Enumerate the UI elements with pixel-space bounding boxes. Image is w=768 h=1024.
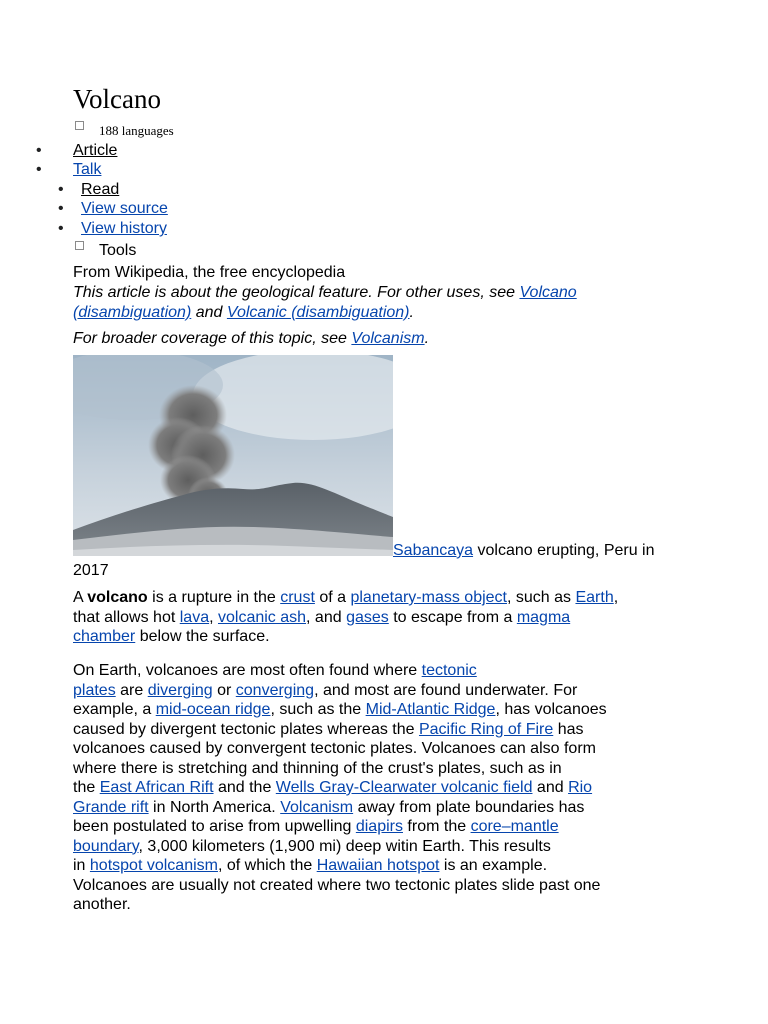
bullet: •: [58, 200, 64, 217]
text: , such as the: [270, 701, 366, 718]
text: , of which the: [217, 857, 317, 874]
text: or: [212, 681, 236, 699]
tab-view-history[interactable]: View history: [81, 220, 167, 237]
text: volcanoes caused by convergent tectonic plates. Volcanoes can also form: [73, 740, 596, 757]
text: to escape from a: [388, 608, 517, 626]
link-rio-grande-rift[interactable]: Grande rift: [73, 798, 149, 816]
link-volcanic-ash[interactable]: volcanic ash: [217, 608, 307, 626]
link-core-mantle-boundary[interactable]: core–mantle: [470, 818, 559, 835]
link-magma-chamber[interactable]: chamber: [73, 628, 136, 645]
text: and the: [213, 779, 276, 796]
link-sabancaya[interactable]: Sabancaya: [393, 542, 474, 559]
text: below the surface.: [135, 628, 270, 645]
link-planetary-mass-object[interactable]: planetary-mass object: [350, 589, 507, 606]
text: are: [115, 681, 148, 699]
hatnote-disambiguation: [73, 283, 693, 322]
link-tectonic-plates[interactable]: tectonic: [421, 662, 477, 679]
text: the: [73, 779, 100, 796]
languages-label[interactable]: 188 languages: [99, 123, 174, 138]
text: been postulated to arise from upwelling: [73, 818, 356, 835]
volcano-image[interactable]: [73, 355, 393, 556]
text: where there is stretching and thinning of the crust's plates, such as in: [73, 759, 562, 777]
link-volcano-disambiguation[interactable]: Volcano (disambiguation): [73, 284, 577, 321]
link-tectonic-plates[interactable]: plates: [73, 681, 116, 699]
link-hawaiian-hotspot[interactable]: Hawaiian hotspot: [316, 857, 440, 874]
language-checkbox[interactable]: [75, 121, 84, 130]
link-rio-grande-rift[interactable]: Rio: [568, 779, 593, 796]
text: caused by divergent tectonic plates whereas the: [73, 720, 419, 738]
bold-term: volcano: [87, 589, 148, 606]
tab-talk[interactable]: Talk: [73, 161, 102, 178]
bullet: •: [36, 161, 42, 178]
hatnote-broader: [73, 329, 693, 349]
text: away from plate boundaries has: [353, 798, 585, 816]
text: ,: [613, 589, 619, 606]
text: On Earth, volcanoes are most often found where: [73, 662, 422, 679]
hatnote-text: .: [409, 303, 414, 321]
text: Volcanoes are usually not created where two tectonic plates slide past one: [73, 876, 601, 894]
hatnote-text: and: [195, 303, 223, 321]
text: , 3,000 kilometers (1,900 mi) deep witin Earth. This results: [138, 837, 551, 855]
bullet: •: [58, 181, 64, 198]
tab-read[interactable]: Read: [81, 181, 120, 198]
hatnote-text: This article is about the geological feature. For other uses, see: [73, 284, 516, 301]
text: is an example.: [439, 857, 548, 874]
link-gases[interactable]: gases: [346, 608, 389, 626]
page-title: Volcano: [73, 84, 161, 114]
link-hotspot-volcanism[interactable]: hotspot volcanism: [89, 857, 218, 874]
link-core-mantle-boundary[interactable]: boundary: [73, 837, 139, 855]
text: from the: [402, 818, 471, 835]
hatnote-text: For broader coverage of this topic, see: [73, 330, 347, 347]
text: and: [532, 779, 569, 796]
link-diverging[interactable]: diverging: [147, 681, 213, 699]
text: of a: [314, 589, 351, 606]
text: ,: [209, 608, 218, 626]
text: , and: [306, 608, 347, 626]
link-lava[interactable]: lava: [179, 608, 210, 626]
link-pacific-ring-of-fire[interactable]: Pacific Ring of Fire: [418, 720, 554, 738]
link-wells-gray-clearwater[interactable]: Wells Gray-Clearwater volcanic field: [275, 779, 533, 796]
tab-view-source[interactable]: View source: [81, 200, 168, 217]
link-converging[interactable]: converging: [235, 681, 315, 699]
text: is a rupture in the: [147, 589, 281, 606]
paragraph-distribution: [73, 661, 713, 915]
tools-checkbox[interactable]: [75, 241, 84, 250]
bullet: •: [58, 220, 64, 237]
text: that allows hot: [73, 608, 180, 626]
link-magma-chamber[interactable]: magma: [516, 608, 571, 626]
text: example, a: [73, 701, 156, 718]
hatnote-text: .: [424, 330, 430, 347]
link-volcanism[interactable]: Volcanism: [280, 798, 354, 816]
text: has: [553, 720, 584, 738]
paragraph-intro: [73, 588, 713, 647]
caption-text-line2: 2017: [73, 562, 109, 579]
link-east-african-rift[interactable]: East African Rift: [99, 779, 214, 796]
text: , has volcanoes: [495, 701, 607, 718]
link-volcanism[interactable]: Volcanism: [351, 330, 425, 347]
link-mid-atlantic-ridge[interactable]: Mid-Atlantic Ridge: [365, 701, 496, 718]
tab-article[interactable]: Article: [73, 142, 118, 159]
caption-text: volcano erupting, Peru in: [473, 542, 655, 559]
image-caption: [393, 541, 655, 560]
text: in North America.: [148, 798, 281, 816]
text: another.: [73, 896, 131, 913]
tools-label[interactable]: Tools: [99, 242, 137, 259]
text: , and most are found underwater. For: [314, 681, 578, 699]
link-diapirs[interactable]: diapirs: [355, 818, 403, 835]
link-mid-ocean-ridge[interactable]: mid-ocean ridge: [155, 701, 271, 718]
site-tagline: From Wikipedia, the free encyclopedia: [73, 264, 346, 281]
text: in: [73, 857, 90, 874]
link-crust[interactable]: crust: [280, 589, 315, 606]
bullet: •: [36, 142, 42, 159]
text: , such as: [506, 589, 576, 606]
link-earth[interactable]: Earth: [575, 589, 614, 606]
link-volcanic-disambiguation[interactable]: Volcanic (disambiguation): [226, 303, 410, 321]
text: A: [73, 589, 88, 606]
